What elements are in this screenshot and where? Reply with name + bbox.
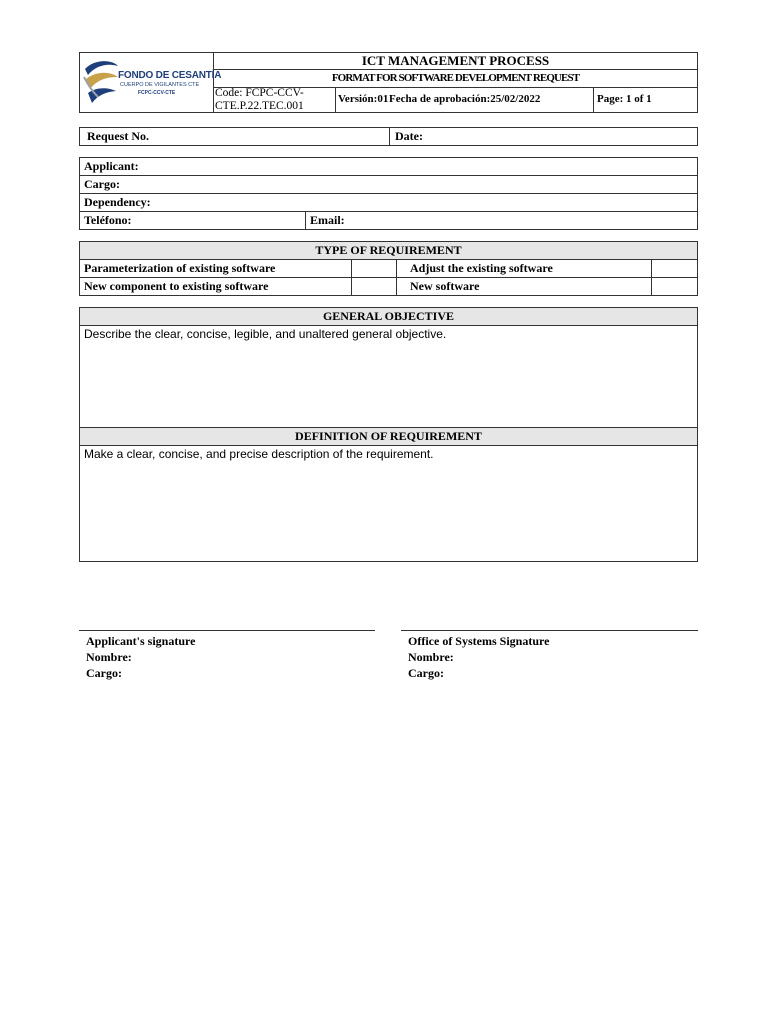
checkbox-new-software[interactable] bbox=[652, 278, 697, 295]
systems-signature-block bbox=[408, 633, 549, 681]
applicant-signature-cargo-label: Cargo: bbox=[86, 666, 122, 680]
definition-title: DEFINITION OF REQUIREMENT bbox=[295, 429, 482, 443]
process-title: ICT MANAGEMENT PROCESS bbox=[361, 53, 550, 68]
logo-subtitle: CUERPO DE VIGILANTES CTE bbox=[120, 82, 200, 88]
applicant-label: Applicant: bbox=[84, 159, 139, 173]
applicant-signature-line bbox=[79, 630, 375, 631]
systems-signature-name-label: Nombre: bbox=[408, 650, 454, 664]
option-new-software: New software bbox=[410, 279, 480, 293]
logo-code: FCPC-CCV-CTE bbox=[138, 90, 176, 96]
systems-signature-cargo-label: Cargo: bbox=[408, 666, 444, 680]
cargo-label: Cargo: bbox=[84, 177, 120, 191]
document-code: Code: FCPC-CCV- CTE.P.22.TEC.001 bbox=[215, 87, 304, 112]
format-title: FORMAT FOR SOFTWARE DEVELOPMENT REQUEST bbox=[331, 72, 580, 84]
email-label: Email: bbox=[310, 213, 345, 227]
page-number: Page: 1 of 1 bbox=[597, 93, 652, 105]
logo-name: FONDO DE CESANTÍA bbox=[118, 70, 222, 81]
logo-emblem-icon bbox=[82, 57, 120, 109]
general-objective-text[interactable]: Describe the clear, concise, legible, and unaltered general objective. bbox=[84, 327, 447, 341]
company-logo bbox=[82, 57, 222, 109]
request-number-label: Request No. bbox=[87, 129, 149, 143]
dependency-label: Dependency: bbox=[84, 195, 151, 209]
systems-signature-title: Office of Systems Signature bbox=[408, 634, 550, 648]
general-objective-title: GENERAL OBJECTIVE bbox=[322, 309, 455, 323]
option-new-component: New component to existing software bbox=[84, 279, 269, 293]
option-parameterization: Parameterization of existing software bbox=[84, 261, 276, 275]
option-adjust-existing: Adjust the existing software bbox=[410, 261, 553, 275]
applicant-signature-name-label: Nombre: bbox=[86, 650, 132, 664]
definition-text[interactable]: Make a clear, concise, and precise description of the requirement. bbox=[84, 447, 434, 461]
document-version: Versión:01 bbox=[338, 93, 389, 105]
checkbox-new-component[interactable] bbox=[352, 278, 396, 295]
applicant-signature-title: Applicant's signature bbox=[86, 634, 196, 648]
systems-signature-line bbox=[401, 630, 698, 631]
applicant-signature-block bbox=[86, 633, 195, 681]
date-label: Date: bbox=[395, 129, 423, 143]
checkbox-adjust-existing[interactable] bbox=[652, 260, 697, 277]
approval-date: Fecha de aprobación:25/02/2022 bbox=[389, 93, 541, 105]
phone-label: Teléfono: bbox=[84, 213, 132, 227]
checkbox-parameterization[interactable] bbox=[352, 260, 396, 277]
requirement-type-title: TYPE OF REQUIREMENT bbox=[315, 243, 462, 257]
